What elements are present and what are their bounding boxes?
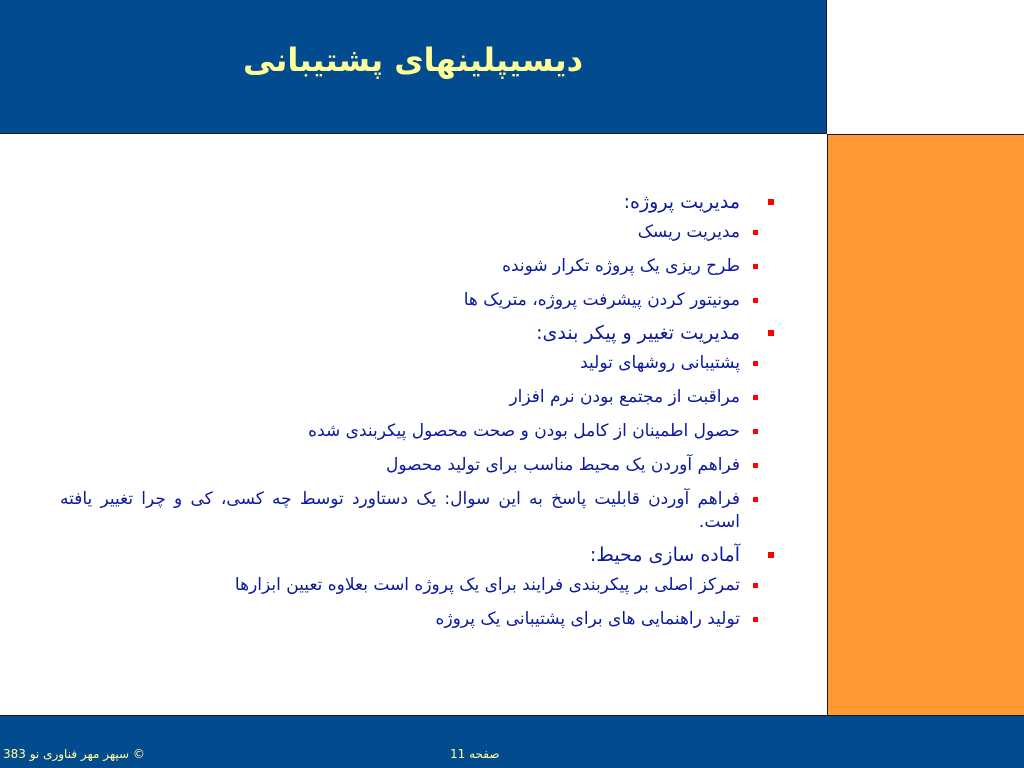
list-item-text: مدیریت ریسک <box>637 222 740 242</box>
square-bullet-icon <box>753 617 758 622</box>
square-bullet-icon <box>753 361 758 366</box>
footer-copyright: © سپهر مهر فناوری نو 383 <box>3 747 145 761</box>
square-bullet-icon <box>753 497 758 502</box>
list-item <box>60 289 778 312</box>
list-item-text: طرح ریزی یک پروژه تکرار شونده <box>502 256 740 276</box>
slide-title: دیسیپلینهای پشتیبانی <box>242 40 584 79</box>
list-item-text: تولید راهنمایی های برای پشتیبانی یک پروژه <box>435 609 740 629</box>
section-heading: مدیریت پروژه: <box>623 191 740 213</box>
title-bar <box>0 0 827 134</box>
square-bullet-icon <box>768 330 774 336</box>
list-item <box>60 608 778 631</box>
square-bullet-icon <box>753 583 758 588</box>
list-item-text: مونیتور کردن پیشرفت پروژه، متریک ها <box>463 290 740 310</box>
square-bullet-icon <box>768 552 774 558</box>
list-item <box>60 386 778 409</box>
list-item-text: فراهم آوردن قابلیت پاسخ به این سوال: یک دستاورد توسط چه کسی، کی و چرا تغییر یافته است. <box>60 489 740 532</box>
footer-bar <box>0 715 1024 768</box>
list-item-text: پشتیبانی روشهای تولید <box>580 353 740 373</box>
list-item <box>60 488 778 534</box>
square-bullet-icon <box>753 264 758 269</box>
bullet-list <box>60 190 778 631</box>
list-item <box>60 221 778 244</box>
slide-body <box>60 190 778 640</box>
list-item <box>60 352 778 375</box>
section-heading: مدیریت تغییر و پیکر بندی: <box>536 322 740 344</box>
list-item-text: مراقبت از مجتمع بودن نرم افزار <box>509 387 740 407</box>
list-item <box>60 574 778 597</box>
sub-bullet-list <box>60 574 740 631</box>
square-bullet-icon <box>768 199 774 205</box>
square-bullet-icon <box>753 230 758 235</box>
list-item-text: فراهم آوردن یک محیط مناسب برای تولید محصول <box>385 455 740 475</box>
list-item <box>60 255 778 278</box>
square-bullet-icon <box>753 429 758 434</box>
list-item <box>60 454 778 477</box>
sub-bullet-list <box>60 352 740 534</box>
orange-side-panel <box>827 134 1024 715</box>
list-item-text: حصول اطمینان از کامل بودن و صحت محصول پیکربندی شده <box>308 421 740 441</box>
section-environment-preparation <box>60 543 778 631</box>
list-item <box>60 420 778 443</box>
section-change-configuration <box>60 321 778 534</box>
square-bullet-icon <box>753 298 758 303</box>
sub-bullet-list <box>60 221 740 312</box>
square-bullet-icon <box>753 395 758 400</box>
list-item-text: تمرکز اصلی بر پیکربندی فرایند برای یک پروژه است بعلاوه تعیین ابزارها <box>234 575 740 595</box>
page-number: صفحه 11 <box>450 747 500 761</box>
square-bullet-icon <box>753 463 758 468</box>
section-project-management <box>60 190 778 312</box>
section-heading: آماده سازی محیط: <box>589 544 740 566</box>
